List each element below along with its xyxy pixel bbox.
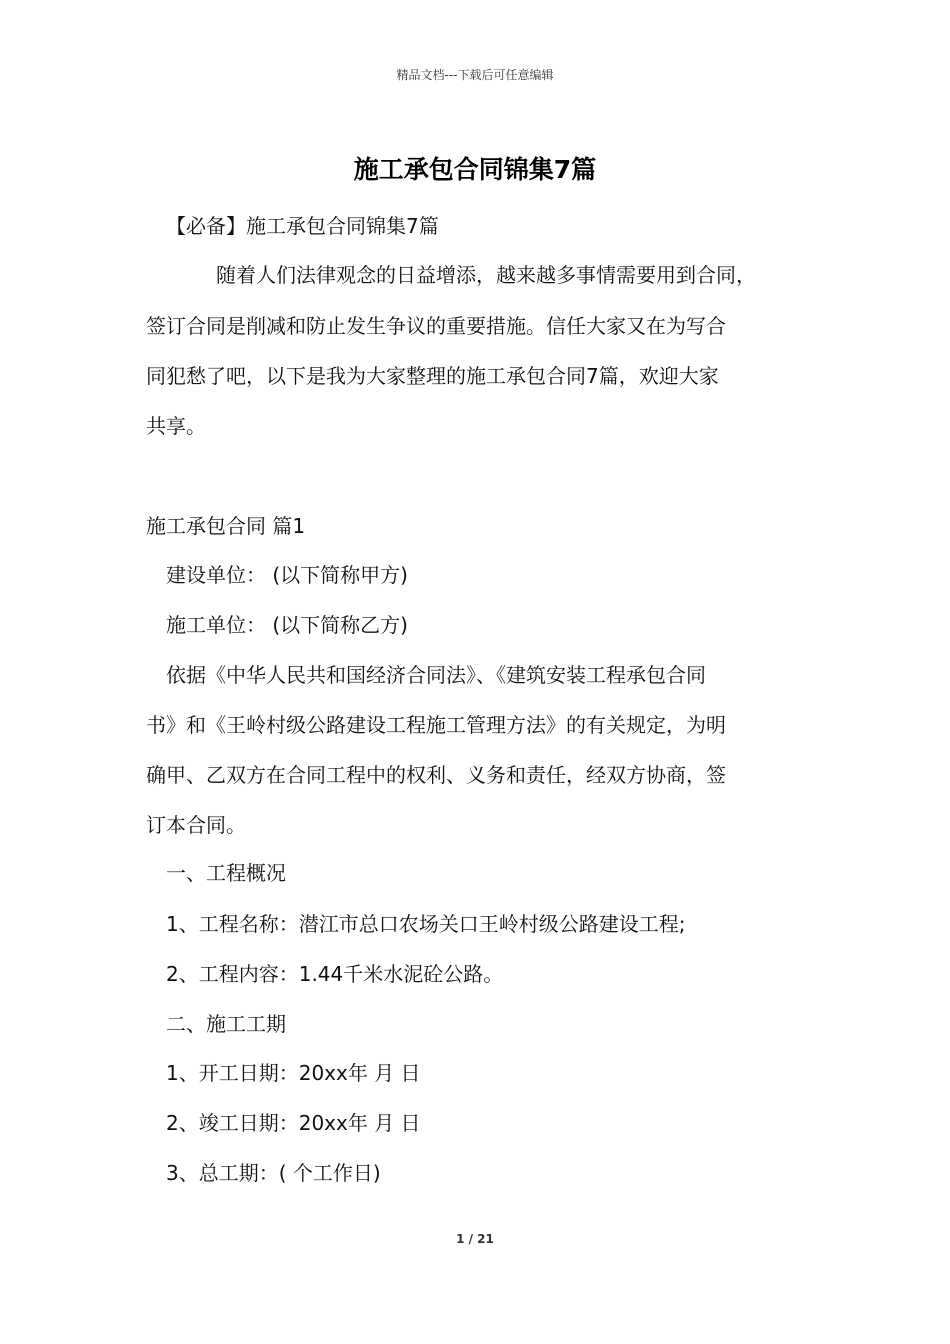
paragraph-line: 确甲、乙双方在合同工程中的权利、义务和责任，经双方协商，签	[146, 763, 726, 787]
paragraph-line: 同犯愁了吧，以下是我为大家整理的施工承包合同7篇，欢迎大家	[146, 364, 719, 388]
page-number: 1 / 21	[456, 1232, 494, 1246]
paragraph-line: 随着人们法律观念的日益增添，越来越多事情需要用到合同，	[216, 263, 756, 287]
clause-item: 2、工程内容：1.44千米水泥砼公路。	[166, 962, 504, 986]
page-header: 精品文档---下载后可任意编辑	[396, 68, 554, 82]
section-heading: 施工承包合同 篇1	[146, 514, 306, 538]
clause-heading: 二、施工工期	[166, 1012, 286, 1036]
document-title: 施工承包合同锦集7篇	[353, 155, 597, 184]
paragraph-line: 签订合同是削减和防止发生争议的重要措施。信任大家又在为写合	[146, 314, 726, 338]
paragraph-line: 共享。	[146, 414, 206, 438]
clause-item: 1、开工日期：20xx年 月 日	[166, 1061, 421, 1085]
party-line: 施工单位： (以下简称乙方)	[166, 613, 408, 637]
paragraph-line: 订本合同。	[146, 813, 246, 837]
clause-item: 3、总工期：( 个工作日)	[166, 1161, 381, 1185]
paragraph-line: 依据《中华人民共和国经济合同法》、《建筑安装工程承包合同	[166, 663, 706, 687]
party-line: 建设单位： (以下简称甲方)	[166, 563, 408, 587]
paragraph-line: 书》和《王岭村级公路建设工程施工管理方法》的有关规定，为明	[146, 713, 726, 737]
clause-heading: 一、工程概况	[166, 861, 286, 885]
clause-item: 2、竣工日期：20xx年 月 日	[166, 1111, 421, 1135]
subtitle-line: 【必备】施工承包合同锦集7篇	[166, 214, 439, 238]
clause-item: 1、工程名称：潜江市总口农场关口王岭村级公路建设工程;	[166, 912, 686, 936]
